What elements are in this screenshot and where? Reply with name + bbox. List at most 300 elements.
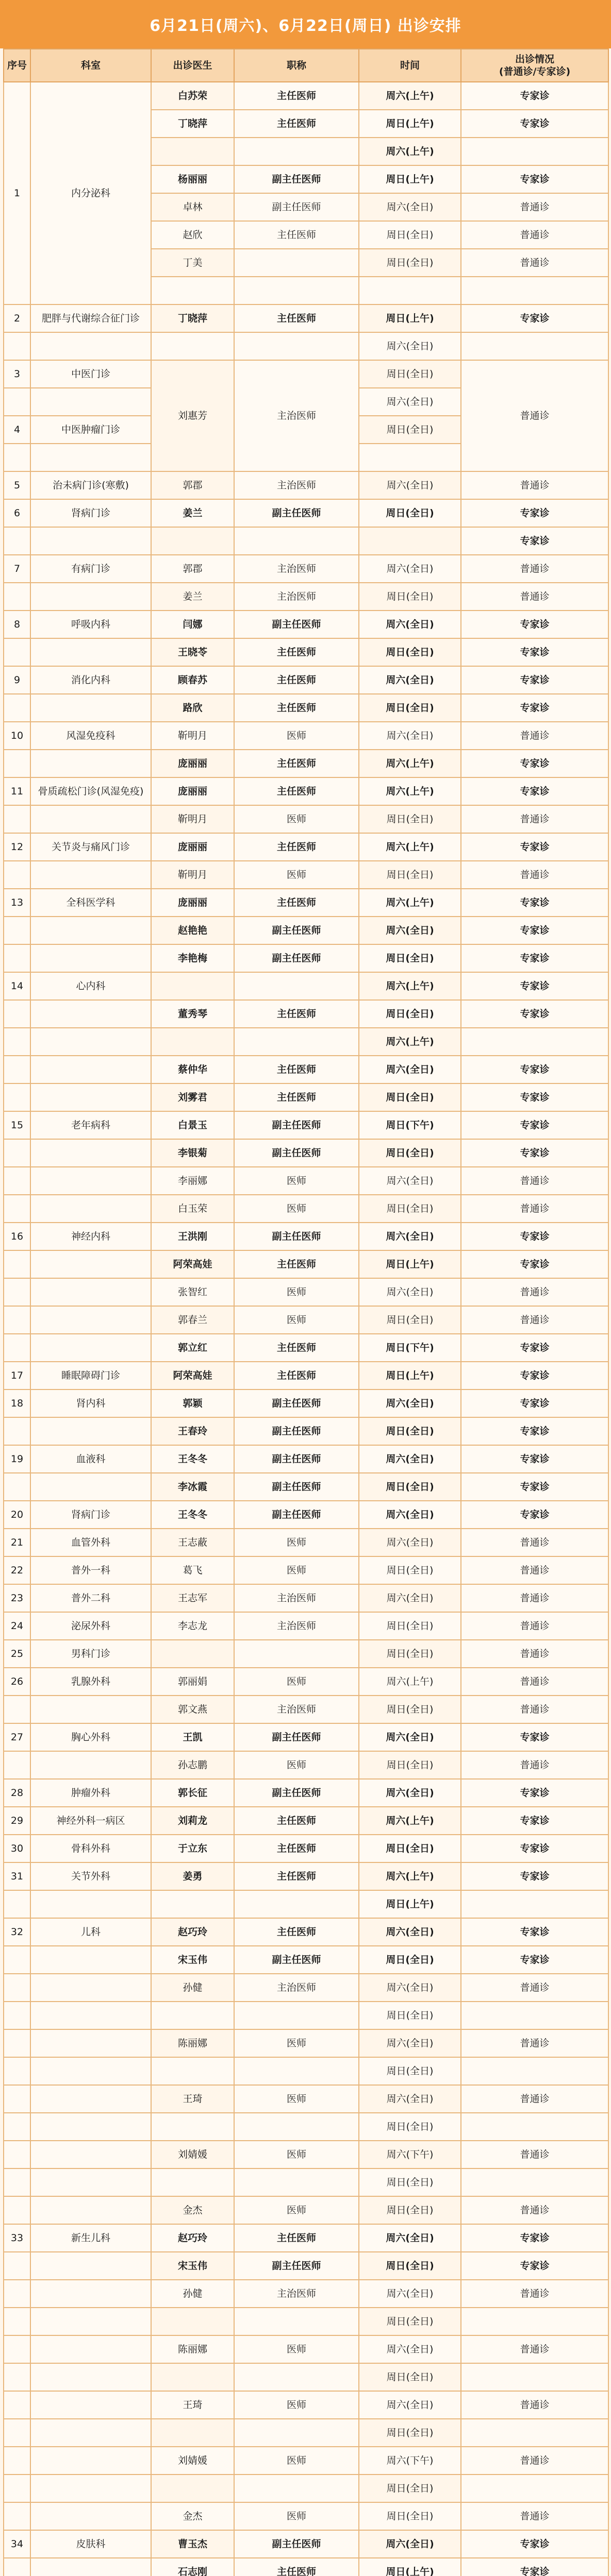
cell-type: 普通诊 [461,2502,608,2530]
cell-no: 1 [4,82,30,304]
cell-no: 34 [4,2530,30,2558]
cell-title [234,249,359,277]
table-row [4,972,608,1000]
cell-type: 普通诊 [461,583,608,611]
cell-no: 13 [4,889,30,917]
cell-doctor: 靳明月 [151,861,234,889]
cell-title: 主任医师 [234,833,359,861]
cell-time: 周日(上午) [359,304,461,332]
cell-time: 周六(全日) [359,2391,461,2419]
cell-time: 周六(上午) [359,833,461,861]
cell-time: 周日(全日) [359,1139,461,1167]
cell-no [4,750,30,777]
cell-type: 专家诊 [461,944,608,972]
cell-no: 21 [4,1529,30,1556]
table-row [4,1056,608,1083]
cell-time: 周日(上午) [359,110,461,138]
cell-title: 主任医师 [234,2558,359,2576]
cell-dept [30,2419,151,2447]
cell-doctor [151,527,234,555]
cell-title: 医师 [234,2029,359,2057]
header-time: 时间 [359,49,461,82]
page-title: 6月21日(周六)、6月22日(周日) 出诊安排 [0,0,611,48]
cell-no [4,1139,30,1167]
cell-title: 主任医师 [234,2224,359,2252]
cell-doctor: 靳明月 [151,805,234,833]
table-row [4,638,608,666]
cell-title: 副主任医师 [234,2252,359,2280]
cell-no [4,2168,30,2196]
cell-dept [30,2280,151,2308]
cell-type [461,2475,608,2502]
cell-no: 26 [4,1668,30,1696]
cell-type: 专家诊 [461,499,608,527]
cell-type: 专家诊 [461,1473,608,1501]
cell-no: 2 [4,304,30,332]
cell-dept [30,2252,151,2280]
cell-doctor [151,2057,234,2085]
cell-no: 12 [4,833,30,861]
cell-dept: 肾病门诊 [30,499,151,527]
cell-dept: 有病门诊 [30,555,151,583]
cell-title: 主任医师 [234,1056,359,1083]
cell-dept [30,2308,151,2335]
cell-dept: 全科医学科 [30,889,151,917]
cell-title: 医师 [234,2447,359,2475]
cell-title: 主任医师 [234,1083,359,1111]
cell-type: 普通诊 [461,193,608,221]
cell-time: 周六(全日) [359,471,461,499]
table-row [4,2280,608,2308]
cell-title: 主任医师 [234,694,359,722]
table-row [4,666,608,694]
cell-dept [30,1083,151,1111]
cell-time: 周六(全日) [359,1974,461,2002]
cell-time: 周六(全日) [359,2280,461,2308]
cell-dept: 关节炎与痛风门诊 [30,833,151,861]
table-row [4,555,608,583]
cell-doctor [151,2002,234,2029]
table-row [4,1723,608,1751]
cell-doctor [151,972,234,1000]
cell-type: 专家诊 [461,694,608,722]
cell-doctor: 李丽娜 [151,1167,234,1195]
cell-time: 周日(上午) [359,1362,461,1389]
table-row [4,1890,608,1918]
cell-type [461,277,608,304]
cell-dept [30,861,151,889]
cell-dept [30,1334,151,1362]
cell-title: 主治医师 [234,1612,359,1640]
cell-doctor: 刘莉龙 [151,1807,234,1835]
cell-time: 周日(全日) [359,221,461,249]
cell-time: 周日(上午) [359,1890,461,1918]
cell-type [461,2308,608,2335]
cell-no [4,1334,30,1362]
table-row [4,2475,608,2502]
cell-type: 普通诊 [461,221,608,249]
cell-doctor: 赵艳艳 [151,917,234,944]
cell-dept [30,1278,151,1306]
cell-time: 周六(全日) [359,2224,461,2252]
table-row [4,1862,608,1890]
cell-time: 周日(全日) [359,249,461,277]
cell-type: 专家诊 [461,1334,608,1362]
cell-no: 11 [4,777,30,805]
table-row [4,1417,608,1445]
cell-no [4,2502,30,2530]
cell-dept [30,2168,151,2196]
cell-title: 主任医师 [234,1807,359,1835]
cell-dept: 心内科 [30,972,151,1000]
header-no: 序号 [4,49,30,82]
cell-dept [30,2002,151,2029]
cell-title: 副主任医师 [234,193,359,221]
cell-time: 周日(全日) [359,2475,461,2502]
cell-title [234,2363,359,2391]
cell-doctor: 曹玉杰 [151,2530,234,2558]
cell-doctor: 路欣 [151,694,234,722]
cell-title: 副主任医师 [234,1111,359,1139]
cell-doctor: 王琦 [151,2391,234,2419]
cell-title: 副主任医师 [234,1501,359,1529]
cell-dept [30,1473,151,1501]
cell-doctor: 赵巧玲 [151,1918,234,1946]
cell-time: 周六(全日) [359,2085,461,2113]
table-row [4,1835,608,1862]
cell-dept: 关节外科 [30,1862,151,1890]
cell-title: 主任医师 [234,1334,359,1362]
cell-doctor: 王凯 [151,1723,234,1751]
cell-type: 普通诊 [461,2196,608,2224]
table-row [4,1668,608,1696]
table-row [4,1278,608,1306]
cell-title: 医师 [234,2085,359,2113]
cell-doctor: 蔡仲华 [151,1056,234,1083]
cell-dept [30,2113,151,2141]
cell-doctor: 李志龙 [151,1612,234,1640]
cell-no [4,1890,30,1918]
cell-title: 主任医师 [234,1862,359,1890]
cell-time: 周六(全日) [359,1529,461,1556]
cell-title: 主任医师 [234,1835,359,1862]
cell-type: 专家诊 [461,165,608,193]
cell-no [4,1306,30,1334]
table-row [4,1807,608,1835]
cell-title: 副主任医师 [234,1946,359,1974]
cell-title: 主任医师 [234,750,359,777]
cell-type: 专家诊 [461,1056,608,1083]
cell-doctor [151,2419,234,2447]
cell-type: 专家诊 [461,1723,608,1751]
cell-title: 医师 [234,2141,359,2168]
table-row [4,1445,608,1473]
cell-no: 17 [4,1362,30,1389]
cell-type: 专家诊 [461,1083,608,1111]
cell-type: 普通诊 [461,2447,608,2475]
cell-no [4,1056,30,1083]
table-row [4,1223,608,1250]
cell-time: 周日(全日) [359,1306,461,1334]
cell-doctor: 于立东 [151,1835,234,1862]
cell-time: 周六(全日) [359,1223,461,1250]
table-row [4,2530,608,2558]
cell-time: 周六(全日) [359,2530,461,2558]
table-row [4,2168,608,2196]
cell-no [4,2280,30,2308]
cell-title: 医师 [234,1668,359,1696]
table-row [4,471,608,499]
cell-doctor [151,138,234,165]
cell-doctor [151,2168,234,2196]
table-row [4,1000,608,1028]
cell-time: 周六(全日) [359,2029,461,2057]
cell-no: 25 [4,1640,30,1668]
cell-doctor: 郭文燕 [151,1696,234,1723]
cell-no [4,1250,30,1278]
cell-no [4,1083,30,1111]
cell-time: 周六(全日) [359,2335,461,2363]
cell-title [234,332,359,360]
cell-title: 医师 [234,861,359,889]
cell-dept [30,638,151,666]
cell-no: 20 [4,1501,30,1529]
table-row [4,944,608,972]
table-row [4,611,608,638]
cell-no [4,1417,30,1445]
table-row [4,722,608,750]
cell-time: 周日(全日) [359,2363,461,2391]
table-row [4,2308,608,2335]
cell-title: 主任医师 [234,1918,359,1946]
table-row [4,1751,608,1779]
cell-type: 普通诊 [461,2141,608,2168]
cell-type: 专家诊 [461,1389,608,1417]
cell-doctor: 刘婧媛 [151,2141,234,2168]
header-type: 出诊情况 (普通诊/专家诊) [461,49,608,82]
cell-title: 主任医师 [234,777,359,805]
cell-type: 专家诊 [461,638,608,666]
cell-type: 专家诊 [461,527,608,555]
header-dept: 科室 [30,49,151,82]
cell-dept: 中医门诊 [30,360,151,388]
cell-dept [30,1195,151,1223]
cell-type: 普通诊 [461,722,608,750]
cell-no: 14 [4,972,30,1000]
cell-title: 副主任医师 [234,165,359,193]
cell-doctor [151,2308,234,2335]
header-doctor: 出诊医生 [151,49,234,82]
cell-doctor: 李银菊 [151,1139,234,1167]
cell-dept [30,1696,151,1723]
cell-no [4,638,30,666]
cell-doctor: 张智红 [151,1278,234,1306]
cell-type: 普通诊 [461,1556,608,1584]
table-row [4,1918,608,1946]
cell-time: 周日(全日) [359,2502,461,2530]
cell-doctor: 姜勇 [151,1862,234,1890]
cell-type: 普通诊 [461,471,608,499]
cell-type: 普通诊 [461,1612,608,1640]
cell-no [4,1000,30,1028]
cell-dept [30,2558,151,2576]
cell-type: 专家诊 [461,750,608,777]
cell-dept [30,388,151,416]
table-row [4,805,608,833]
cell-time: 周日(全日) [359,416,461,444]
cell-no [4,2308,30,2335]
cell-doctor: 孙健 [151,2280,234,2308]
cell-dept: 血管外科 [30,1529,151,1556]
cell-type: 专家诊 [461,2530,608,2558]
cell-time: 周六(全日) [359,917,461,944]
cell-doctor: 阿荣高娃 [151,1250,234,1278]
table-row [4,917,608,944]
cell-type: 普通诊 [461,1640,608,1668]
table-row [4,2252,608,2280]
cell-type: 专家诊 [461,1000,608,1028]
cell-no: 18 [4,1389,30,1417]
cell-title: 副主任医师 [234,2530,359,2558]
table-row [4,1389,608,1417]
header-title: 职称 [234,49,359,82]
cell-no [4,1278,30,1306]
cell-title: 主任医师 [234,82,359,110]
cell-type: 普通诊 [461,2391,608,2419]
cell-title [234,1890,359,1918]
cell-time: 周日(上午) [359,165,461,193]
cell-doctor: 王冬冬 [151,1445,234,1473]
cell-dept: 儿科 [30,1918,151,1946]
cell-doctor: 董秀琴 [151,1000,234,1028]
cell-type: 普通诊 [461,1306,608,1334]
cell-doctor: 陈丽娜 [151,2335,234,2363]
cell-no [4,2196,30,2224]
table-row [4,2419,608,2447]
cell-dept: 肾内科 [30,1389,151,1417]
cell-time: 周日(全日) [359,1751,461,1779]
cell-type: 普通诊 [461,2280,608,2308]
cell-time: 周六(全日) [359,666,461,694]
cell-no [4,2447,30,2475]
cell-doctor: 金杰 [151,2196,234,2224]
cell-title: 医师 [234,805,359,833]
table-row [4,1696,608,1723]
cell-doctor: 石志刚 [151,2558,234,2576]
cell-no: 30 [4,1835,30,1862]
cell-doctor: 郭颖 [151,1389,234,1417]
cell-time: 周日(全日) [359,2419,461,2447]
table-row [4,1250,608,1278]
cell-doctor: 王志蔽 [151,1529,234,1556]
cell-time: 周日(全日) [359,2196,461,2224]
cell-doctor: 李冰霞 [151,1473,234,1501]
table-row [4,750,608,777]
cell-time: 周日(全日) [359,1946,461,1974]
cell-title: 主治医师 [234,1696,359,1723]
cell-time: 周六(上午) [359,972,461,1000]
cell-doctor [151,277,234,304]
cell-type [461,2057,608,2085]
cell-title: 副主任医师 [234,611,359,638]
table-row [4,2057,608,2085]
cell-type: 普通诊 [461,360,608,471]
cell-dept [30,2502,151,2530]
cell-dept [30,2029,151,2057]
cell-time: 周日(下午) [359,1111,461,1139]
cell-type: 专家诊 [461,1918,608,1946]
cell-no [4,1195,30,1223]
cell-type: 普通诊 [461,861,608,889]
cell-time: 周六(全日) [359,1389,461,1417]
cell-type: 专家诊 [461,666,608,694]
schedule-table [3,48,609,2576]
cell-dept: 血液科 [30,1445,151,1473]
cell-no [4,1167,30,1195]
cell-title: 副主任医师 [234,1417,359,1445]
cell-doctor: 李艳梅 [151,944,234,972]
cell-doctor: 刘惠芳 [151,360,234,471]
cell-title [234,2057,359,2085]
cell-type: 普通诊 [461,555,608,583]
table-row [4,1306,608,1334]
cell-time: 周六(上午) [359,777,461,805]
cell-title [234,972,359,1000]
cell-time: 周日(全日) [359,1473,461,1501]
cell-dept [30,1028,151,1056]
cell-title [234,2475,359,2502]
cell-title: 医师 [234,1306,359,1334]
cell-doctor: 孙志鹏 [151,1751,234,1779]
table-row [4,1028,608,1056]
cell-dept: 消化内科 [30,666,151,694]
cell-time: 周日(全日) [359,1083,461,1111]
table-row [4,1195,608,1223]
cell-doctor: 宋玉伟 [151,1946,234,1974]
table-row [4,694,608,722]
cell-doctor: 郭立红 [151,1334,234,1362]
cell-no [4,917,30,944]
table-row [4,304,608,332]
cell-time: 周六(全日) [359,1584,461,1612]
cell-type: 普通诊 [461,1751,608,1779]
cell-type: 专家诊 [461,777,608,805]
cell-time: 周日(全日) [359,638,461,666]
cell-no [4,2558,30,2576]
cell-dept [30,583,151,611]
cell-time: 周六(全日) [359,1167,461,1195]
cell-no: 10 [4,722,30,750]
cell-type: 专家诊 [461,1946,608,1974]
cell-type: 专家诊 [461,1779,608,1807]
cell-no [4,2085,30,2113]
cell-type: 专家诊 [461,1250,608,1278]
cell-title [234,1640,359,1668]
cell-time [359,527,461,555]
cell-doctor: 白玉荣 [151,1195,234,1223]
cell-time: 周六(上午) [359,138,461,165]
cell-no: 6 [4,499,30,527]
cell-dept [30,2141,151,2168]
cell-no [4,805,30,833]
cell-dept: 睡眠障碍门诊 [30,1362,151,1389]
cell-time: 周日(全日) [359,1417,461,1445]
table-row [4,2558,608,2576]
cell-title: 医师 [234,1751,359,1779]
cell-time: 周日(全日) [359,2002,461,2029]
cell-doctor: 郭春兰 [151,1306,234,1334]
cell-dept: 骨质疏松门诊(风湿免疫) [30,777,151,805]
